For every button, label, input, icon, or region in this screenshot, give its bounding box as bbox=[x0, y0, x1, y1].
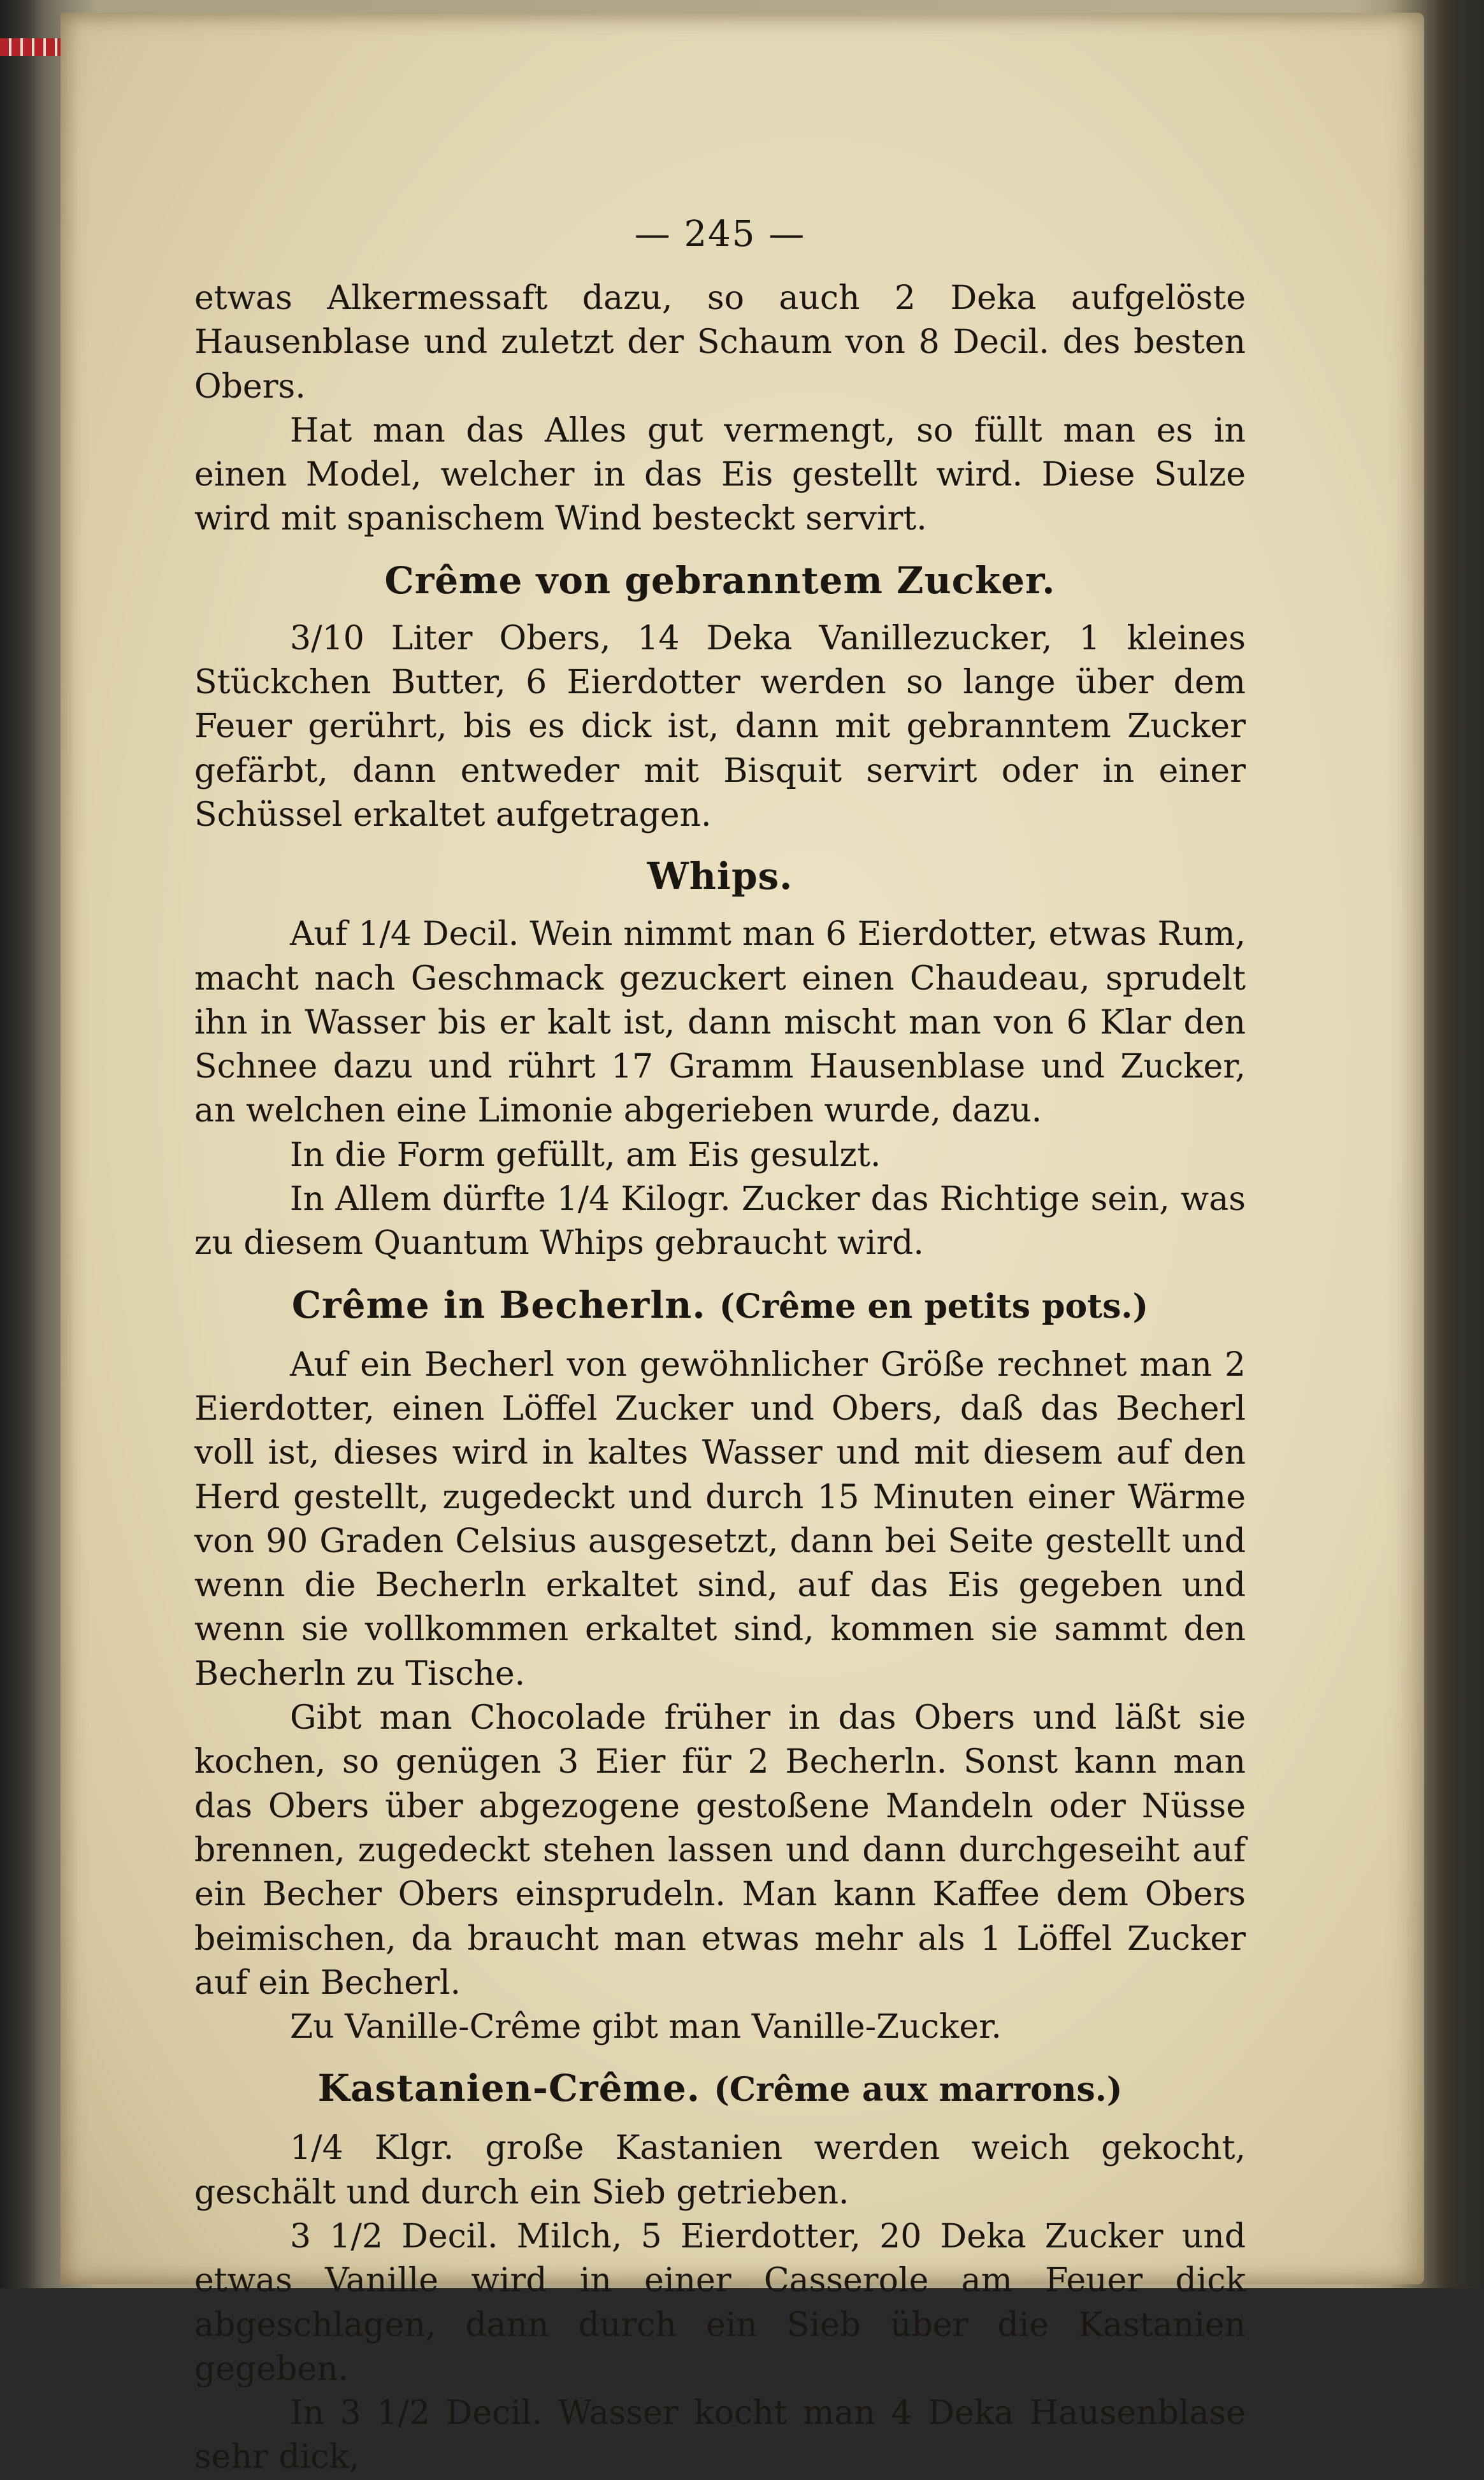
paragraph: etwas Alkermessaft dazu, so auch 2 Deka aufgelöste Hausenblase und zuletzt der Schaum von 8 Decil. des besten Obers. bbox=[194, 279, 1246, 406]
paragraph: Hat man das Alles gut vermengt, so füllt man es in einen Model, welcher in das Eis gestellt wird. Diese Sulze wird mit spanischem Wind besteckt servirt. bbox=[194, 411, 1246, 538]
paragraph: In Allem dürfte 1/4 Kilogr. Zucker das Richtige sein, was zu diesem Quantum Whips gebraucht wird. bbox=[194, 1180, 1246, 1263]
paragraph: 3/10 Liter Obers, 14 Deka Vanillezucker, 1 kleines Stückchen Butter, 6 Eierdotter werden so lange über dem Feuer gerührt, bis es dick ist, dann mit gebranntem Zucker gefärbt, dann entweder mit Bisquit servirt oder in einer Schüssel erkaltet aufgetragen. bbox=[194, 619, 1246, 834]
section-title-text: Whips. bbox=[647, 854, 793, 898]
section-title-text: Kastanien-Crême. bbox=[317, 2066, 700, 2110]
paragraph: Auf 1/4 Decil. Wein nimmt man 6 Eierdotter, etwas Rum, macht nach Geschmack gezuckert einen Chaudeau, sprudelt ihn in Wasser bis er kalt ist, dann mischt man von 6 Klar den Schnee dazu und rührt 17 Gramm Hausenblase und Zucker, an welchen eine Limonie abgerieben wurde, dazu. bbox=[194, 915, 1246, 1130]
paragraph: Auf ein Becherl von gewöhnlicher Größe rechnet man 2 Eierdotter, einen Löffel Zucker und Obers, daß das Becherl voll ist, dieses wird in kaltes Wasser und mit diesem auf den Herd gestellt, zugedeckt und durch 15 Minuten einer Wärme von 90 Graden Celsius ausgesetzt, dann bei Seite gestellt und wenn die Becherln erkaltet sind, auf das Eis gegeben und wenn sie vollkommen erkaltet sind, kommen sie sammt den Becherln zu Tische. bbox=[194, 1345, 1246, 1693]
section-title bbox=[194, 1283, 1246, 1329]
section-title-text: Crême von gebranntem Zucker. bbox=[384, 558, 1056, 602]
paragraph: 3 1/2 Decil. Milch, 5 Eierdotter, 20 Deka Zucker und etwas Vanille wird in einer Casserole am Feuer dick abgeschlagen, dann durch ein Sieb über die Kastanien gegeben. bbox=[194, 2217, 1246, 2388]
page-text bbox=[194, 213, 1246, 2480]
section-title-text: Crême in Becherln. bbox=[291, 1283, 706, 1327]
paragraph: In die Form gefüllt, am Eis gesulzt. bbox=[290, 1135, 881, 1174]
section-title-latin: (Crême aux marrons.) bbox=[714, 2070, 1123, 2110]
book-page bbox=[61, 13, 1424, 2477]
paragraph: In 3 1/2 Decil. Wasser kocht man 4 Deka Hausenblase sehr dick, bbox=[194, 2394, 1246, 2477]
section-title-latin: (Crême en petits pots.) bbox=[719, 1287, 1149, 1326]
section-title bbox=[194, 854, 1246, 898]
paragraph: Zu Vanille-Crême gibt man Vanille-Zucker. bbox=[290, 2008, 1002, 2047]
section-title bbox=[194, 2066, 1246, 2112]
paragraph: 1/4 Klgr. große Kastanien werden weich gekocht, geschält und durch ein Sieb getrieben. bbox=[194, 2129, 1246, 2212]
section-title bbox=[194, 558, 1246, 603]
page-number: — 245 — bbox=[634, 213, 806, 255]
paragraph: Gibt man Chocolade früher in das Obers und läßt sie kochen, so genügen 3 Eier für 2 Becherln. Sonst kann man das Obers über abgezogene gestoßene Mandeln oder Nüsse brennen, zugedeckt stehen lassen und dann durchgeseiht auf ein Becher Obers einsprudeln. Man kann Kaffee dem Obers beimischen, da braucht man etwas mehr als 1 Löffel Zucker auf ein Becherl. bbox=[194, 1699, 1246, 2002]
